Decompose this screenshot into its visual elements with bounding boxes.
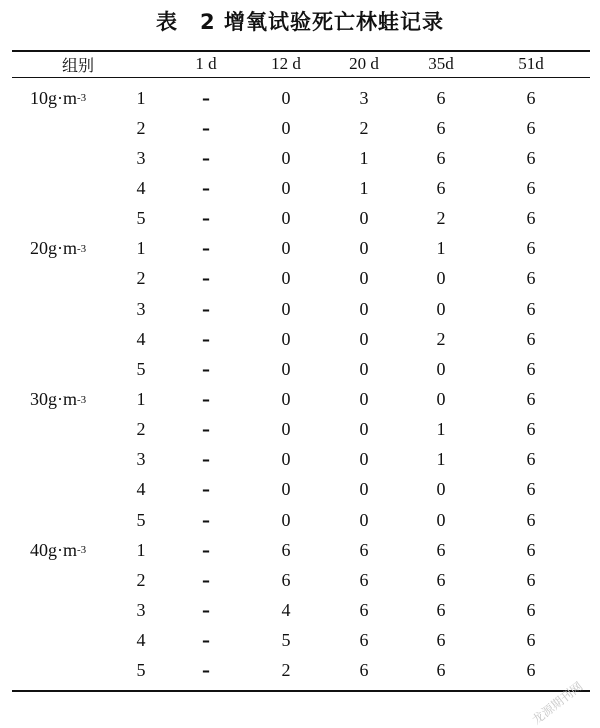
cell-12d: 0 bbox=[281, 147, 291, 168]
cell-replicate: 2 bbox=[136, 569, 146, 590]
cell-1d: – bbox=[202, 118, 210, 138]
table-title bbox=[0, 6, 600, 36]
cell-1d: – bbox=[202, 209, 210, 229]
cell-12d: 0 bbox=[281, 268, 291, 289]
cell-20d: 2 bbox=[359, 117, 369, 138]
group-value: 40 bbox=[30, 539, 48, 560]
cell-35d: 6 bbox=[436, 600, 446, 621]
cell-51d: 6 bbox=[526, 449, 536, 470]
cell-12d: 4 bbox=[281, 600, 291, 621]
cell-20d: 3 bbox=[359, 87, 369, 108]
group-label: 20 g·m -3 bbox=[30, 238, 87, 259]
table-row bbox=[0, 415, 600, 445]
group-label bbox=[30, 505, 130, 535]
table-row bbox=[0, 324, 600, 354]
cell-12d: 0 bbox=[281, 389, 291, 409]
group-label bbox=[30, 294, 130, 324]
cell-51d: 6 bbox=[526, 238, 536, 259]
group-label bbox=[30, 354, 130, 384]
cell-replicate: 3 bbox=[136, 600, 146, 621]
group-label: 30 g·m -3 bbox=[30, 389, 87, 409]
cell-20d: 6 bbox=[359, 600, 369, 621]
cell-20d: 0 bbox=[359, 479, 369, 500]
cell-35d: 6 bbox=[436, 147, 446, 168]
group-label bbox=[30, 173, 130, 203]
group-label bbox=[30, 113, 130, 143]
cell-replicate: 3 bbox=[136, 298, 146, 319]
header-1d: 1 d bbox=[195, 54, 217, 73]
cell-51d: 6 bbox=[526, 358, 536, 379]
cell-1d: – bbox=[202, 269, 210, 289]
cell-20d: 6 bbox=[359, 630, 369, 651]
cell-replicate: 2 bbox=[136, 268, 146, 289]
table-row bbox=[0, 204, 600, 234]
cell-35d: 0 bbox=[436, 268, 446, 289]
cell-1d: – bbox=[202, 178, 210, 198]
cell-35d: 1 bbox=[436, 419, 446, 440]
cell-12d: 0 bbox=[281, 479, 291, 500]
table-row bbox=[0, 234, 600, 264]
cell-35d: 0 bbox=[436, 479, 446, 500]
cell-replicate: 2 bbox=[136, 117, 146, 138]
group-label bbox=[30, 475, 130, 505]
table-row bbox=[0, 354, 600, 384]
cell-35d: 6 bbox=[436, 630, 446, 651]
group-value: 10 bbox=[30, 87, 48, 108]
cell-12d: 0 bbox=[281, 358, 291, 379]
table-title-prefix: 表 bbox=[156, 10, 179, 34]
cell-12d: 0 bbox=[281, 449, 291, 470]
cell-51d: 6 bbox=[526, 600, 536, 621]
cell-20d: 0 bbox=[359, 238, 369, 259]
header-group: 组别 bbox=[62, 55, 95, 75]
cell-35d: 6 bbox=[436, 177, 446, 198]
cell-1d: – bbox=[202, 450, 210, 470]
group-unit: g·m bbox=[48, 87, 77, 108]
group-label bbox=[30, 445, 130, 475]
cell-12d: 0 bbox=[281, 509, 291, 530]
cell-replicate: 5 bbox=[136, 660, 146, 681]
cell-replicate: 4 bbox=[136, 177, 146, 198]
table-row bbox=[0, 505, 600, 535]
cell-1d: – bbox=[202, 239, 210, 259]
cell-35d: 1 bbox=[436, 449, 446, 470]
group-label bbox=[30, 565, 130, 595]
table-row bbox=[0, 143, 600, 173]
table-row bbox=[0, 173, 600, 203]
table-row bbox=[0, 264, 600, 294]
cell-51d: 6 bbox=[526, 389, 536, 409]
cell-51d: 6 bbox=[526, 419, 536, 440]
cell-20d: 0 bbox=[359, 298, 369, 319]
cell-replicate: 5 bbox=[136, 208, 146, 229]
cell-12d: 0 bbox=[281, 238, 291, 259]
cell-20d: 0 bbox=[359, 389, 369, 409]
cell-20d: 6 bbox=[359, 660, 369, 681]
group-label bbox=[30, 324, 130, 354]
table-row bbox=[0, 83, 600, 113]
cell-replicate: 4 bbox=[136, 630, 146, 651]
cell-51d: 6 bbox=[526, 569, 536, 590]
cell-12d: 6 bbox=[281, 539, 291, 560]
cell-35d: 0 bbox=[436, 358, 446, 379]
cell-35d: 6 bbox=[436, 117, 446, 138]
cell-20d: 0 bbox=[359, 328, 369, 349]
cell-51d: 6 bbox=[526, 539, 536, 560]
cell-51d: 6 bbox=[526, 298, 536, 319]
group-label bbox=[30, 626, 130, 656]
cell-51d: 6 bbox=[526, 87, 536, 108]
cell-51d: 6 bbox=[526, 208, 536, 229]
table-header-rule bbox=[12, 77, 590, 78]
cell-1d: – bbox=[202, 661, 210, 681]
cell-12d: 0 bbox=[281, 419, 291, 440]
group-unit: g·m bbox=[48, 389, 77, 409]
group-label bbox=[30, 596, 130, 626]
cell-1d: – bbox=[202, 299, 210, 319]
cell-20d: 0 bbox=[359, 449, 369, 470]
header-51d: 51d bbox=[518, 54, 544, 73]
cell-51d: 6 bbox=[526, 177, 536, 198]
cell-replicate: 2 bbox=[136, 419, 146, 440]
cell-35d: 0 bbox=[436, 298, 446, 319]
cell-51d: 6 bbox=[526, 509, 536, 530]
cell-51d: 6 bbox=[526, 660, 536, 681]
table-bottom-rule bbox=[12, 690, 590, 692]
cell-35d: 6 bbox=[436, 660, 446, 681]
cell-35d: 6 bbox=[436, 87, 446, 108]
cell-51d: 6 bbox=[526, 147, 536, 168]
cell-35d: 1 bbox=[436, 238, 446, 259]
table-row bbox=[0, 475, 600, 505]
table-row bbox=[0, 294, 600, 324]
cell-20d: 1 bbox=[359, 147, 369, 168]
table-row bbox=[0, 626, 600, 656]
cell-1d: – bbox=[202, 570, 210, 590]
cell-1d: – bbox=[202, 329, 210, 349]
header-20d: 20 d bbox=[349, 54, 379, 73]
cell-replicate: 1 bbox=[136, 539, 146, 560]
table-row bbox=[0, 385, 600, 415]
cell-35d: 2 bbox=[436, 328, 446, 349]
group-label bbox=[30, 143, 130, 173]
group-label: 10 g·m -3 bbox=[30, 87, 87, 108]
cell-12d: 0 bbox=[281, 177, 291, 198]
cell-51d: 6 bbox=[526, 268, 536, 289]
cell-1d: – bbox=[202, 601, 210, 621]
group-unit: g·m bbox=[48, 539, 77, 560]
cell-replicate: 5 bbox=[136, 358, 146, 379]
table-header-row bbox=[0, 51, 600, 77]
cell-20d: 0 bbox=[359, 509, 369, 530]
cell-20d: 0 bbox=[359, 268, 369, 289]
cell-1d: – bbox=[202, 359, 210, 379]
cell-20d: 1 bbox=[359, 177, 369, 198]
table-row bbox=[0, 656, 600, 686]
cell-12d: 0 bbox=[281, 87, 291, 108]
group-label bbox=[30, 264, 130, 294]
group-value: 20 bbox=[30, 238, 48, 259]
group-unit: g·m bbox=[48, 238, 77, 259]
cell-replicate: 4 bbox=[136, 479, 146, 500]
header-12d: 12 d bbox=[271, 54, 301, 73]
cell-12d: 0 bbox=[281, 208, 291, 229]
cell-20d: 0 bbox=[359, 208, 369, 229]
cell-12d: 0 bbox=[281, 328, 291, 349]
cell-1d: – bbox=[202, 390, 210, 409]
group-label bbox=[30, 204, 130, 234]
table-row bbox=[0, 113, 600, 143]
cell-51d: 6 bbox=[526, 328, 536, 349]
cell-1d: – bbox=[202, 631, 210, 651]
cell-replicate: 1 bbox=[136, 87, 146, 108]
group-label bbox=[30, 415, 130, 445]
cell-12d: 2 bbox=[281, 660, 291, 681]
cell-12d: 0 bbox=[281, 117, 291, 138]
table-row bbox=[0, 445, 600, 475]
cell-35d: 6 bbox=[436, 539, 446, 560]
cell-12d: 6 bbox=[281, 569, 291, 590]
cell-12d: 5 bbox=[281, 630, 291, 651]
table-title-text: 2 增氧试验死亡林蛙记录 bbox=[200, 10, 444, 34]
cell-35d: 0 bbox=[436, 389, 446, 409]
cell-1d: – bbox=[202, 148, 210, 168]
group-label: 40 g·m -3 bbox=[30, 539, 87, 560]
table-row bbox=[0, 565, 600, 595]
cell-1d: – bbox=[202, 88, 210, 108]
table-row bbox=[0, 596, 600, 626]
cell-35d: 0 bbox=[436, 509, 446, 530]
cell-51d: 6 bbox=[526, 479, 536, 500]
group-value: 30 bbox=[30, 389, 48, 409]
cell-1d: – bbox=[202, 510, 210, 530]
cell-35d: 2 bbox=[436, 208, 446, 229]
cell-20d: 6 bbox=[359, 569, 369, 590]
cell-20d: 6 bbox=[359, 539, 369, 560]
cell-20d: 0 bbox=[359, 419, 369, 440]
cell-51d: 6 bbox=[526, 630, 536, 651]
cell-replicate: 3 bbox=[136, 449, 146, 470]
cell-20d: 0 bbox=[359, 358, 369, 379]
cell-replicate: 1 bbox=[136, 389, 146, 409]
cell-replicate: 1 bbox=[136, 238, 146, 259]
header-35d: 35d bbox=[428, 54, 454, 73]
cell-replicate: 5 bbox=[136, 509, 146, 530]
cell-12d: 0 bbox=[281, 298, 291, 319]
cell-51d: 6 bbox=[526, 117, 536, 138]
cell-35d: 6 bbox=[436, 569, 446, 590]
cell-1d: – bbox=[202, 420, 210, 440]
cell-replicate: 4 bbox=[136, 328, 146, 349]
table-row bbox=[0, 535, 600, 565]
cell-1d: – bbox=[202, 480, 210, 500]
cell-replicate: 3 bbox=[136, 147, 146, 168]
cell-1d: – bbox=[202, 540, 210, 560]
group-label bbox=[30, 656, 130, 686]
watermark: 龙源期刊网 bbox=[529, 679, 586, 728]
